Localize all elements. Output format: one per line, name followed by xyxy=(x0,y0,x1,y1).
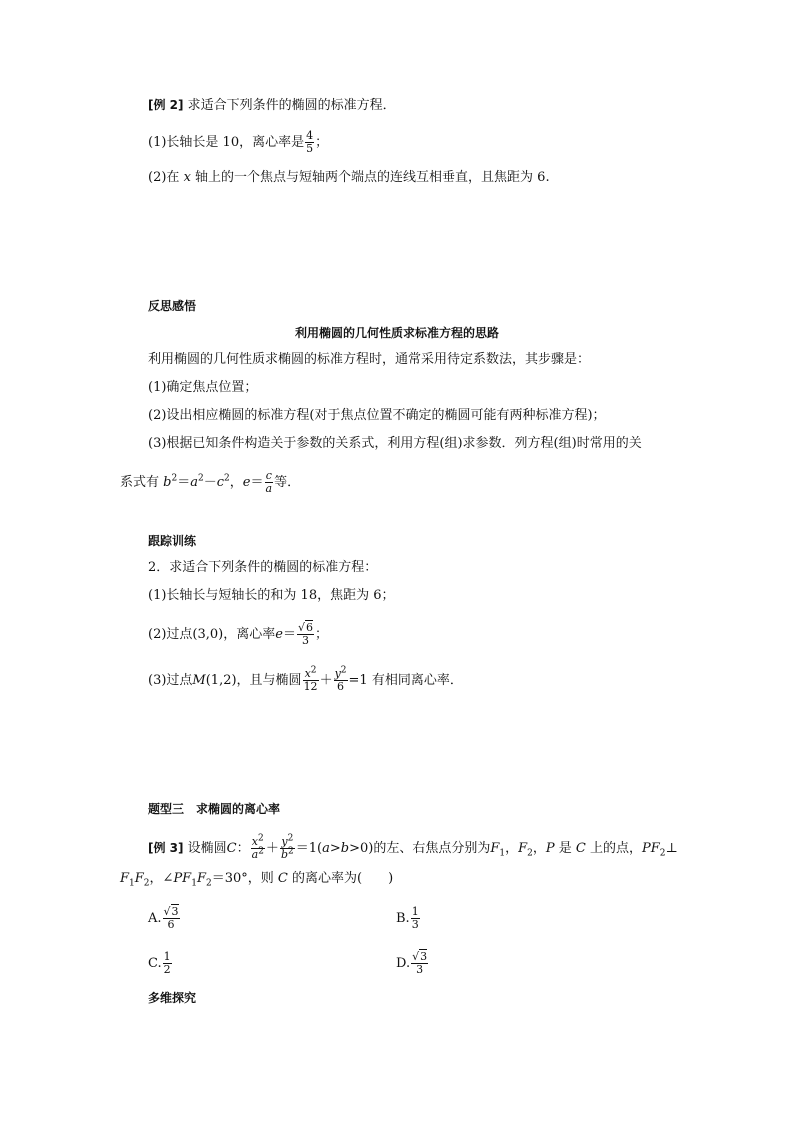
option-b: B. $\frac{1}{3}$ xyxy=(396,905,419,931)
fraction-y2-6: $\frac{y^2}{6}$ xyxy=(334,665,347,693)
type3-heading: 题型三 求椭圆的离心率 xyxy=(148,802,281,816)
example2-title xyxy=(148,97,396,114)
track-q3: (3)过点M(1,2)，且与椭圆 $\frac{x^2}{12}$ ＋ $\frac{y^2}{6}$ =1 有相同离心率． xyxy=(148,665,463,693)
fraction-y2-b2: $\frac{y^2}{b^2}$ xyxy=(280,833,294,861)
fraction-c-a: $\frac{c}{a}$ xyxy=(265,469,273,495)
track-q1: (1)长轴长与短轴长的和为 18，焦距为 6； xyxy=(148,588,395,603)
track-question: 2．求适合下列条件的椭圆的标准方程： xyxy=(148,560,378,575)
example3-line1: [例 3] 设椭圆C： $\frac{x^2}{a^2}$ ＋ $\frac{y^2}{b^2}$ ＝1(a>b>0)的左、右焦点分别为$F_1$，$F_2$，P 是 C 上的点，$PF_2\perp$ xyxy=(148,833,678,861)
reflect-p5: 系式有 $b^2=a^2-c^2$，e＝ $\frac{c}{a}$ 等． xyxy=(120,469,301,495)
reflect-p3: (2)设出相应椭圆的标准方程(对于焦点位置不确定的椭圆可能有两种标准方程)； xyxy=(148,408,606,423)
explore-heading: 多维探究 xyxy=(148,991,197,1005)
reflect-p1: 利用椭圆的几何性质求椭圆的标准方程时，通常采用待定系数法，其步骤是： xyxy=(148,352,591,367)
reflect-p4: (3)根据已知条件构造关于参数的关系式，利用方程(组)求参数．列方程(组)时常用的关 xyxy=(148,436,642,451)
example2-q1: (1)长轴长是 10，离心率是 $\frac{4}{5}$ ； xyxy=(148,129,329,155)
fraction-4-5: $\frac{4}{5}$ xyxy=(306,129,314,155)
reflect-heading: 反思感悟 xyxy=(148,299,197,313)
example3-line2: $F_1F_2$，$\angle PF_1F_2=30^\circ$，则 C 的离心率为( ) xyxy=(120,871,394,889)
fraction-x2-12: $\frac{x^2}{12}$ xyxy=(303,665,318,693)
example2-tag: [例 2] xyxy=(148,98,184,112)
example2-q2: (2)在 x 轴上的一个焦点与短轴两个端点的连线互相垂直，且焦距为 6. xyxy=(148,170,550,185)
option-d: D. $\frac{√3}{3}$ xyxy=(396,950,428,976)
option-a: A. $\frac{√3}{6}$ xyxy=(148,905,179,931)
q1-text: (1)长轴长是 10，离心率是 xyxy=(148,135,305,150)
option-c: C. $\frac{1}{2}$ xyxy=(148,950,171,976)
reflect-p2: (1)确定焦点位置； xyxy=(148,380,258,395)
track-q2: (2)过点(3,0)，离心率e＝ $\frac{√6}{3}$ ； xyxy=(148,621,328,647)
fraction-sqrt6-3: $\frac{√6}{3}$ xyxy=(297,621,313,647)
fraction-x2-a2: $\frac{x^2}{a^2}$ xyxy=(251,833,264,861)
track-heading: 跟踪训练 xyxy=(148,534,197,548)
example2-text: 求适合下列条件的椭圆的标准方程． xyxy=(187,98,396,113)
reflect-subheading: 利用椭圆的几何性质求标准方程的思路 xyxy=(294,326,499,340)
